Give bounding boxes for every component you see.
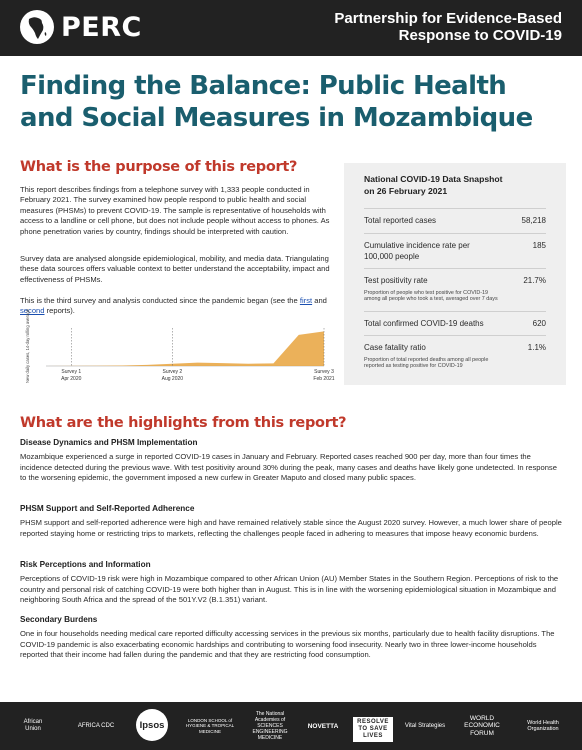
title-line-1: Finding the Balance: Public Health	[20, 71, 507, 101]
partner-footer	[0, 702, 582, 750]
purpose-paragraph-3	[20, 296, 332, 317]
stat-value: 21.7%	[523, 276, 546, 285]
perc-logo	[20, 10, 142, 44]
header-tagline	[334, 10, 562, 44]
page-header	[0, 0, 582, 56]
stat-total-deaths	[364, 311, 546, 330]
partner-logo-novetta: NOVETTA	[307, 722, 339, 730]
snapshot-title: National COVID-19 Data Snapshot on 26 February 2021	[364, 174, 503, 196]
highlight-risk-perceptions	[20, 559, 565, 606]
partner-logo-national-academies: The National Academies of SCIENCES ENGINEERING MEDICINE	[252, 711, 288, 741]
cases-area-series	[46, 331, 324, 366]
highlight-text: One in four households needing medical care reported difficulty accessing services in the previous six months, particularly due to health facility disruptions. The COVID-19 pandemic is also exacerbating economic hardships and contributing to worsening food insecurity. Nearly two in three lower-income households reported that their income had fallen during the pandemic and that they are restricting food consumption.	[20, 629, 555, 660]
stat-label: Total reported cases	[364, 216, 437, 225]
purpose-paragraph-2: Survey data are analysed alongside epidemiological, mobility, and media data. Triangulating these data sources offers valuable context to better understand the acceptability, impact and effectiveness of PHSMs.	[20, 254, 330, 284]
partner-logo-wef: WORLD ECONOMIC FORUM	[464, 714, 500, 737]
highlight-secondary-burdens	[20, 614, 565, 661]
stat-value: 620	[532, 319, 546, 328]
purpose-heading: What is the purpose of this report?	[20, 159, 298, 175]
partner-logo-vital-strategies: Vital Strategies	[404, 722, 446, 729]
stat-label: Total confirmed COVID-19 deaths	[364, 319, 484, 328]
page-title	[20, 70, 565, 134]
highlight-text: Perceptions of COVID-19 risk were high in Mozambique compared to other African Union (AU) Member States in the Southern Region. Perceptions of risk to the country and personal risk of catching COVID-19 were both higher than in August. This is in line with the worsening epidemiological situation in Mozambique and neighboring South Africa and the spread of the 501Y.V2 (B.1.351) variant.	[20, 574, 559, 605]
stat-test-positivity	[364, 268, 546, 303]
tagline-line-1: Partnership for Evidence-Based	[334, 10, 562, 27]
highlight-title: Secondary Burdens	[20, 615, 98, 624]
stat-value: 185	[532, 241, 546, 250]
highlights-heading: What are the highlights from this report?	[20, 415, 347, 431]
logo-text: PERC	[61, 11, 142, 43]
survey-marker-1	[61, 328, 82, 382]
survey-label: Survey 2	[162, 369, 183, 375]
purpose-paragraph-1: This report describes findings from a telephone survey with 1,333 people conducted in February 2021. The survey examined how people respond to public health and social measures (PHSMs) to prevent COVID-19. The sample is representative of households with access to a landline or cell phone, but does not include people without access to phones. As phone penetration varies by country, findings should be interpreted with caution.	[20, 185, 330, 236]
second-report-link[interactable]: second	[20, 306, 45, 316]
partner-logo-africa-cdc: AFRICA CDC	[77, 722, 115, 729]
survey-label: Survey 1	[61, 369, 82, 375]
highlight-text: Mozambique experienced a surge in reported COVID-19 cases in January and February. Reported cases reached 900 per day, more than four times the incidence detected during the previous wave. With test positivity around 30% during the peak, many cases and deaths have likely gone undetected. In response to the worsening epidemic, the government imposed a new curfew in Greater Maputo and closed many public spaces.	[20, 452, 557, 483]
partner-logo-lshtm: LONDON SCHOOL of HYGIENE & TROPICAL MEDICINE	[185, 717, 235, 734]
p3-text-before: This is the third survey and analysis conducted since the pandemic began (see the	[20, 296, 300, 305]
highlight-title: Disease Dynamics and PHSM Implementation	[20, 438, 198, 447]
highlight-title: PHSM Support and Self-Reported Adherence	[20, 504, 195, 513]
stat-value: 1.1%	[527, 343, 546, 352]
highlight-phsm-support	[20, 503, 565, 539]
first-report-link[interactable]: first	[299, 296, 313, 305]
stat-label: Test positivity rate	[364, 276, 428, 285]
stat-label: Case fatality ratio	[364, 343, 426, 352]
highlight-disease-dynamics	[20, 437, 565, 484]
y-axis-label: New daily cases, 14-day rolling average	[25, 308, 30, 384]
partner-logo-ipsos: Ipsos	[136, 709, 168, 741]
p3-text-mid: and	[312, 296, 327, 305]
stat-label: Cumulative incidence rate per 100,000 people	[364, 241, 470, 261]
highlight-text: PHSM support and self-reported adherence were high and have remained relatively stable since the August 2020 survey. However, a much lower share of people reported staying home or restricting trips to markets, reflecting the challenges people faced in adhering to measures that impose heavy economic burdens.	[20, 518, 562, 538]
stat-value: 58,218	[521, 216, 546, 225]
stat-note: Proportion of total reported deaths among all people reported as testing positive for COVID-19	[364, 356, 489, 370]
highlight-title: Risk Perceptions and Information	[20, 560, 151, 569]
survey-date: Aug 2020	[161, 376, 184, 382]
survey-label: Survey 3	[314, 369, 334, 375]
p3-text-after: reports).	[44, 306, 75, 316]
tagline-line-2: Response to COVID-19	[398, 27, 562, 44]
partner-logo-resolve: RESOLVE TO SAVE LIVES	[353, 717, 393, 742]
stat-case-fatality	[364, 335, 546, 370]
stat-incidence-rate	[364, 233, 546, 262]
globe-icon	[20, 10, 54, 44]
title-line-2: and Social Measures in Mozambique	[20, 103, 533, 133]
stat-total-cases	[364, 208, 546, 227]
survey-date: Apr 2020	[61, 376, 82, 382]
partner-logo-african-union: African Union	[23, 719, 43, 732]
survey-date: Feb 2021	[313, 376, 335, 382]
partner-logo-who: World Health Organization	[527, 719, 559, 732]
stat-note: Proportion of people who test positive for COVID-19 among all people who took a test, averaged over 7 days	[364, 289, 498, 303]
survey-marker-2	[162, 328, 184, 382]
data-snapshot-box	[344, 163, 566, 385]
